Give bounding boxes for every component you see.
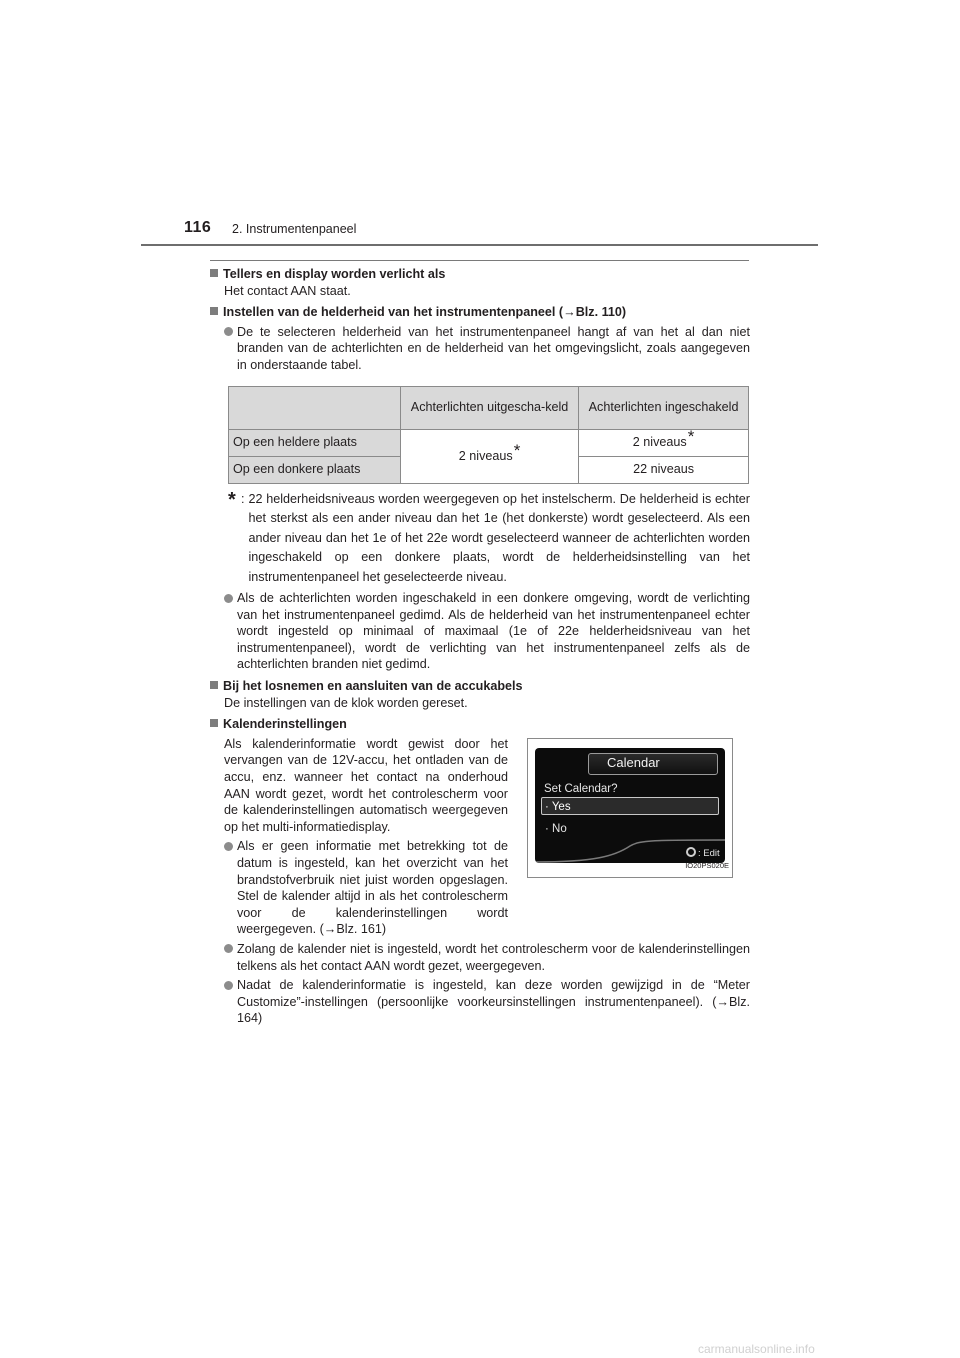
table-row-header: Op een donkere plaats	[229, 456, 401, 483]
section-title-text: Instellen van de helderheid van het instrumentenpaneel (→Blz. 110)	[223, 305, 627, 320]
section-illumination	[210, 266, 750, 299]
round-bullet-icon	[224, 327, 233, 336]
section-title-text: Bij het losnemen en aansluiten van de accukabels	[223, 679, 523, 694]
edit-label: : Edit	[698, 847, 720, 859]
square-bullet-icon	[210, 307, 218, 315]
brightness-table	[228, 386, 749, 484]
square-bullet-icon	[210, 681, 218, 689]
footnote-mark: *	[228, 488, 236, 511]
round-bullet-icon	[224, 594, 233, 603]
section-title	[210, 266, 750, 283]
bullet-item	[224, 941, 750, 974]
table-corner-cell	[229, 386, 401, 429]
table-cell	[579, 429, 749, 456]
round-bullet-icon	[224, 842, 233, 851]
bullet-text: Als er geen informatie met betrekking tot de datum is ingesteld, kan het overzicht van het brandstofverbruik niet juist worden opgeslagen. Stel de kalender altijd in als het controlescherm voor de kalenderinstellingen wordt weergegeven. (→Blz. 161)	[237, 839, 508, 937]
footnote: * : 22 helderheidsniveaus worden weergegeven op het instelscherm. De helderheid is echter het sterkst als een ander niveau dan het 1e (het donkerste) wordt geselecteerd. Als een ander niveau dan het 1e of het 22e wordt geselecteerd wanneer de achterlichten worden ingeschakeld op een donkere plaats, wordt de helderheidsinstelling van het instrumentenpaneel het geselecteerde niveau.	[210, 490, 750, 588]
header-rule	[141, 244, 818, 246]
section-title	[210, 716, 750, 733]
table-row	[229, 429, 749, 456]
bullet-item	[224, 590, 750, 673]
figure-code: IO20PS020E	[685, 861, 729, 871]
section-title-text: Tellers en display worden verlicht als	[223, 267, 446, 281]
section-title-text: Kalenderinstellingen	[223, 717, 347, 732]
bullet-item	[224, 324, 750, 374]
section-calendar	[210, 716, 750, 1027]
round-bullet-icon	[224, 944, 233, 953]
square-bullet-icon	[210, 719, 218, 727]
bullet-text: Nadat de kalenderinformatie is ingesteld, kan deze worden gewijzigd in de “Meter Customize”-instellingen (persoonlijke voorkeursinstellingen instrumentenpaneel). (→Blz. 164)	[237, 978, 750, 1026]
bullet-item	[224, 838, 508, 938]
cell-value: 2 niveaus	[632, 435, 687, 450]
ok-button-icon	[686, 847, 696, 857]
page-content	[210, 266, 750, 1027]
asterisk-mark: *	[513, 440, 521, 460]
bullet-text: De te selecteren helderheid van het instrumentenpaneel hangt af van het al dan niet branden van de achterlichten en de helderheid van het omgevingslicht, zoals aangegeven in onderstaande tabel.	[237, 324, 750, 372]
section-brightness	[210, 304, 750, 673]
table-merged-cell	[401, 429, 579, 483]
section-title	[210, 678, 750, 695]
square-bullet-icon	[210, 269, 218, 277]
content-rule	[210, 260, 749, 261]
asterisk-mark: *	[687, 427, 695, 447]
option-no: · No	[545, 822, 567, 835]
table-header-row	[229, 386, 749, 429]
table-header-cell: Achterlichten uitgescha-keld	[401, 386, 579, 429]
multi-info-display	[535, 748, 725, 863]
chapter-title: 2. Instrumentenpaneel	[232, 222, 357, 236]
round-bullet-icon	[224, 981, 233, 990]
option-yes: · Yes	[545, 800, 571, 813]
screen-title: Calendar	[607, 754, 660, 770]
table-row-header: Op een heldere plaats	[229, 429, 401, 456]
watermark: carmanualsonline.info	[698, 1342, 815, 1356]
screen-question: Set Calendar?	[544, 782, 618, 795]
table-cell: 22 niveaus	[579, 456, 749, 483]
cell-value: 2 niveaus	[458, 448, 513, 463]
footnote-text: 22 helderheidsniveaus worden weergegeven op het instelscherm. De helderheid is echter het sterkst als een ander niveau dan het 1e (het donkerste) wordt geselecteerd. Als een ander niveau dan het 1e of het 22e wordt geselecteerd wanneer de achterlichten worden ingeschakeld op een donkere plaats, wordt de helderheidsinstelling van het instrumentenpaneel het geselecteerde niveau.	[248, 491, 750, 584]
section-title	[210, 304, 750, 321]
section-text: Het contact AAN staat.	[224, 283, 351, 298]
calendar-figure	[527, 738, 733, 878]
bullet-text: Als de achterlichten worden ingeschakeld in een donkere omgeving, wordt de verlichting van het instrumentenpaneel gedimd. Als de helderheid van het instrumentenpaneel echter wordt ingesteld op minimaal of maximaal (1e of 22e helderheidsniveau van het instrumentenpaneel), wordt de verlichting van het instrumentenpaneel zelfs als de achterlichten branden niet gedimd.	[237, 591, 750, 672]
page-number: 116	[184, 219, 212, 236]
bullet-text: Zolang de kalender niet is ingesteld, wordt het controlescherm voor de kalenderinstellingen telkens als het contact AAN wordt gezet, weergegeven.	[237, 941, 750, 973]
calendar-paragraph: Als kalenderinformatie wordt gewist door het vervangen van de 12V-accu, het ontladen van de accu, enz. wanneer het contact na onderhoud AAN wordt gezet, wordt het controlescherm voor de kalenderinstellingen automatisch weergegeven op het multi-informatiedisplay.	[224, 736, 508, 834]
section-battery	[210, 678, 750, 711]
table-header-cell: Achterlichten ingeschakeld	[579, 386, 749, 429]
bullet-item	[224, 977, 750, 1027]
page-header	[0, 0, 960, 250]
section-text: De instellingen van de klok worden gereset.	[224, 695, 468, 710]
